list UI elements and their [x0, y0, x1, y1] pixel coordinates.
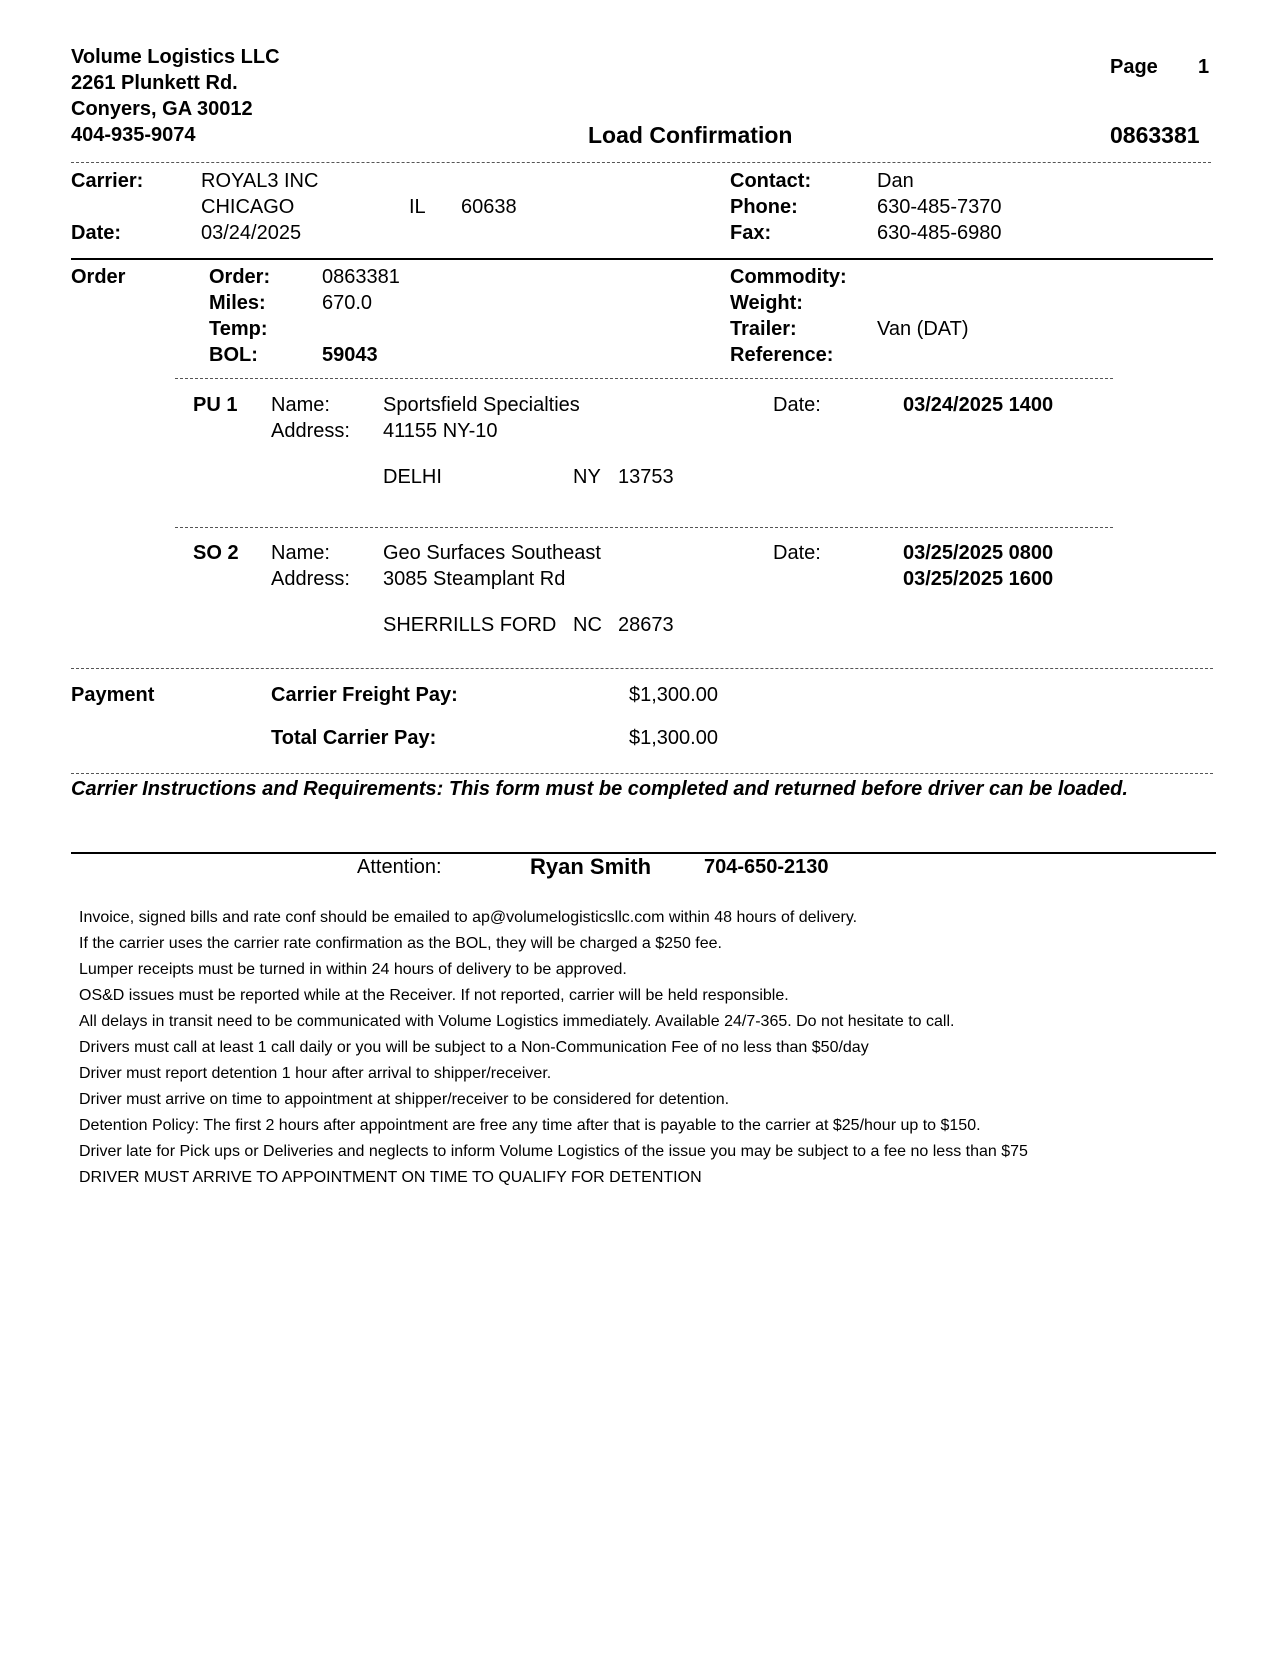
contact-value: Dan — [877, 170, 914, 192]
carrier-date: 03/24/2025 — [201, 222, 302, 244]
page-title: Load Confirmation — [588, 122, 793, 148]
stop-1-state: NY — [573, 466, 601, 488]
stop-2-address: 3085 Steamplant Rd — [383, 568, 566, 590]
order-section-label: Order — [71, 266, 126, 288]
company-street: 2261 Plunkett Rd. — [71, 72, 238, 94]
carrier-name: ROYAL3 INC — [201, 170, 319, 192]
order-label: Order: — [209, 266, 271, 288]
page-label: Page — [1110, 56, 1158, 78]
stop-2-date-label: Date: — [773, 542, 821, 564]
stop-2-date-2: 03/25/2025 1600 — [903, 568, 1054, 590]
order-divider — [175, 378, 1113, 379]
note-item: Driver must arrive on time to appointment at shipper/receiver to be considered for detention. — [79, 1091, 730, 1108]
note-item: All delays in transit need to be communicated with Volume Logistics immediately. Available 24/7-365. Do not hesitate to call. — [79, 1013, 955, 1030]
freight-pay-label: Carrier Freight Pay: — [271, 684, 458, 706]
stop-1-date-label: Date: — [773, 394, 821, 416]
stop-2-code: SO 2 — [193, 542, 239, 564]
note-item: Invoice, signed bills and rate conf should be emailed to ap@volumelogisticsllc.com within 48 hours of delivery. — [79, 909, 858, 926]
total-pay-value: $1,300.00 — [629, 727, 718, 749]
bol-label: BOL: — [209, 344, 258, 366]
carrier-zip: 60638 — [461, 196, 517, 218]
bol-value: 59043 — [322, 344, 378, 366]
weight-label: Weight: — [730, 292, 803, 314]
stop-1-zip: 13753 — [618, 466, 674, 488]
phone-label: Phone: — [730, 196, 798, 218]
note-item: Driver must report detention 1 hour after arrival to shipper/receiver. — [79, 1065, 552, 1082]
stop-2-state: NC — [573, 614, 602, 636]
carrier-label: Carrier: — [71, 170, 144, 192]
stop-1-address: 41155 NY-10 — [383, 420, 498, 442]
carrier-state: IL — [409, 196, 426, 218]
commodity-label: Commodity: — [730, 266, 847, 288]
carrier-city: CHICAGO — [201, 196, 295, 218]
contact-label: Contact: — [730, 170, 812, 192]
header-divider — [71, 162, 1211, 163]
fax-value: 630-485-6980 — [877, 222, 1002, 244]
stops-divider — [71, 668, 1213, 669]
temp-label: Temp: — [209, 318, 268, 340]
carrier-divider — [71, 258, 1213, 260]
payment-section-label: Payment — [71, 684, 155, 706]
miles-label: Miles: — [209, 292, 266, 314]
trailer-value: Van (DAT) — [877, 318, 969, 340]
attention-name: Ryan Smith — [530, 854, 652, 879]
stop-1-code: PU 1 — [193, 394, 238, 416]
stop-1-date: 03/24/2025 1400 — [903, 394, 1054, 416]
miles-value: 670.0 — [322, 292, 373, 314]
note-item: OS&D issues must be reported while at the Receiver. If not reported, carrier will be held responsible. — [79, 987, 789, 1004]
company-name: Volume Logistics LLC — [71, 46, 280, 68]
total-pay-label: Total Carrier Pay: — [271, 727, 437, 749]
note-item: Drivers must call at least 1 call daily or you will be subject to a Non-Communication Fee of no less than $50/day — [79, 1039, 869, 1056]
company-phone: 404-935-9074 — [71, 124, 196, 146]
reference-label: Reference: — [730, 344, 834, 366]
stop-1-name: Sportsfield Specialties — [383, 394, 580, 416]
document-number: 0863381 — [1110, 122, 1200, 148]
attention-phone: 704-650-2130 — [704, 856, 829, 878]
stop-2-city: SHERRILLS FORD — [383, 614, 557, 636]
stop-1-city: DELHI — [383, 466, 442, 488]
note-item: Lumper receipts must be turned in within 24 hours of delivery to be approved. — [79, 961, 627, 978]
trailer-label: Trailer: — [730, 318, 797, 340]
note-item: Driver late for Pick ups or Deliveries and neglects to inform Volume Logistics of the issue you may be subject to a fee no less than $75 — [79, 1143, 1028, 1160]
stop-2-address-label: Address: — [271, 568, 350, 590]
note-item: DRIVER MUST ARRIVE TO APPOINTMENT ON TIME TO QUALIFY FOR DETENTION — [79, 1169, 702, 1186]
company-city-state-zip: Conyers, GA 30012 — [71, 98, 253, 120]
note-item: Detention Policy: The first 2 hours after appointment are free any time after that is payable to the carrier at $25/hour up to $150. — [79, 1117, 981, 1134]
phone-value: 630-485-7370 — [877, 196, 1002, 218]
freight-pay-value: $1,300.00 — [629, 684, 718, 706]
stop-divider — [175, 527, 1113, 528]
carrier-date-label: Date: — [71, 222, 122, 244]
order-value: 0863381 — [322, 266, 400, 288]
note-item: If the carrier uses the carrier rate confirmation as the BOL, they will be charged a $250 fee. — [79, 935, 722, 952]
stop-2-name: Geo Surfaces Southeast — [383, 542, 601, 564]
instructions-heading: Carrier Instructions and Requirements: This form must be completed and returned before driver can be loaded. — [71, 778, 1128, 800]
stop-1-name-label: Name: — [271, 394, 330, 416]
stop-1-address-label: Address: — [271, 420, 350, 442]
stop-2-name-label: Name: — [271, 542, 330, 564]
attention-label: Attention: — [357, 856, 442, 878]
stop-2-zip: 28673 — [618, 614, 674, 636]
payment-divider — [71, 773, 1213, 774]
stop-2-date: 03/25/2025 0800 — [903, 542, 1054, 564]
page-number: 1 — [1198, 56, 1210, 78]
fax-label: Fax: — [730, 222, 772, 244]
